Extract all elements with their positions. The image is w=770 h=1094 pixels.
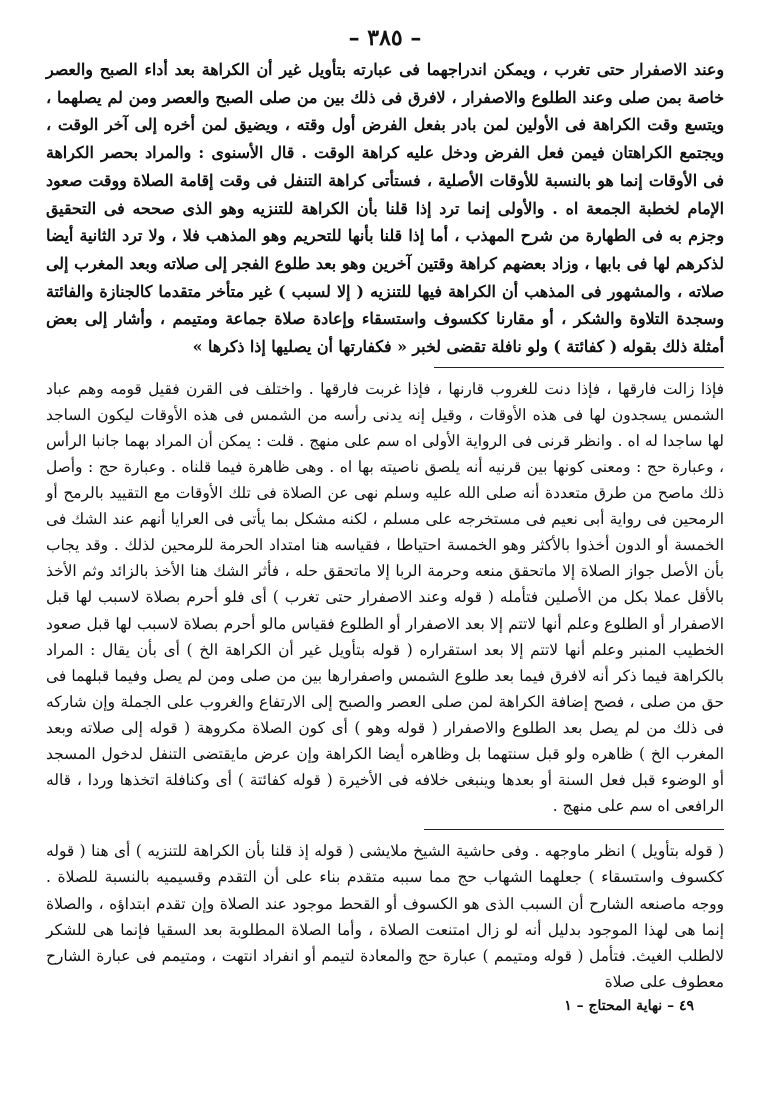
page-number: – ٣٨٥ – — [348, 25, 422, 51]
commentary-text: فإذا زالت فارقها ، فإذا دنت للغروب قارنها ، فإذا غربت فارقها . واختلف فى القرن فقيل قومه وهم عباد الشمس يسجدون لها فى هذه الأوقات ، وقيل إنه يدنى رأسه من الشمس فى هذه الأوقات ليكون الساجد لها ساجدا له اه . وانظر قرنى فى الرواية الأولى اه سم على منهج . قلت : يمكن أن المراد بهما جانبا الرأس ، وعبارة حج : ومعنى كونها بين قرنيه أنه يلصق ناصيته بها اه . وهى ظاهرة فيما قلناه . وعبارة حج : وأصل ذلك ماصح من طرق متعددة أنه صلى الله عليه وسلم نهى عن الصلاة فى تلك الأوقات مع التقييد بالرمح أو الرمحين فى رواية أبى نعيم فى مستخرجه على مسلم ، لكنه مشكل بما يأتى فى العرايا أنهم عند الشك فى الخمسة أو الدون أخذوا بالأكثر وهو الخمسة احتياطا ، فقياسه هنا امتداد الحرمة للرمحين لذلك . وقد يجاب بأن الأصل جواز الصلاة إلا ماتحقق منعه وحرمة الربا إلا ماتحقق حله ، فأثر الشك هنا الأخذ بالزائد وثم الأخذ بالأقل عملا بكل من الأصلين فتأمله ( قوله وعند الاصفرار حتى تغرب ) أى فلو أحرم بصلاة لاسبب لها قبل الاصفرار أو الطلوع وعلم أنها لاتتم إلا بعد الاصفرار أو الطلوع فقياس مالو أحرم بصلاة لاسبب لها قبل صعود الخطيب المنبر وعلم أنها لاتتم إلا بعد استقراره ( قوله بتأويل غير أن الكراهة الخ ) أى بأن يقال : المراد بالكراهة فيما ذكر أنه لافرق فيما بعد طلوع الشمس واصفرارها بين من صلى ومن لم يصل وفيما قبلهما فى حق من صلى ، فصح إضافة الكراهة لمن صلى العصر والصبح إلى الارتفاع والغروب على الجملة وإن شاركه فى ذلك من لم يصل بعد الطلوع والاصفرار ( قوله وهو ) أى كون الصلاة مكروهة ( قوله إلى صلاته وبعد المغرب الخ ) ظاهره ولو قبل سنتهما بل وظاهره أيضا الكراهة وإن عرض مايقتضى التنفل لدخول المسجد أو الوضوء قبل فعل السنة أو بعدها وينبغى خلافه فى الأخيرة ( قوله كفائتة ) أى وكنافلة اتخذها وردا ، قاله الرافعى اه سم على منهج . — [46, 379, 724, 816]
section-divider — [434, 367, 724, 368]
footnote-section — [46, 838, 724, 995]
printer-signature: ٤٩ – نهاية المحتاج – ١ — [564, 997, 694, 1014]
main-text: وعند الاصفرار حتى تغرب ، ويمكن اندراجهما فى عبارته بتأويل غير أن الكراهة بعد أداء الصبح والعصر خاصة بمن صلى وعند الطلوع والاصفرار ، لافرق فى ذلك بين من صلى الصبح والعصر ومن لم يصلهما ، ويتسع وقت الكراهة فى الأولين لمن بادر بفعل الفرض أول وقته ، ويضيق لمن أخره إلى آخر الوقت ، ويجتمع الكراهتان فيمن فعل الفرض ودخل عليه كراهة الوقت . قال الأسنوى : والمراد بحصر الكراهة فى الأوقات إنما هو بالنسبة للأوقات الأصلية ، فستأتى كراهة التنفل فى وقت إقامة الصلاة ووقت صعود الإمام لخطبة الجمعة اه . والأولى إنما ترد إذا قلنا بأن الكراهة للتنزيه وهو الذى صححه فى التحقيق وجزم به فى الطهارة من شرح المهذب ، أما إذا قلنا بأنها للتحريم وهو المذهب فلا ، ولا ترد الثانية أيضا لذكرهم لها فى بابها ، وزاد بعضهم كراهة وقتين آخرين وهو بعد طلوع الفجر إلى صلاته وبعد المغرب إلى صلاته ، والمشهور فى المذهب أن الكراهة فيها للتنزيه ( إلا لسبب ) غير متأخر متقدما كالجنازة والفائتة وسجدة التلاوة والشكر ، أو مقارنا ككسوف واستسقاء وإعادة صلاة جماعة ومتيمم ، وأشار إلى بعض أمثلة ذلك بقوله ( كفائتة ) ولو نافلة تقضى لخبر « فكفارتها أن يصليها إذا ذكرها » — [46, 60, 724, 357]
main-text-section — [46, 56, 724, 361]
commentary-section — [46, 376, 724, 820]
footnote-text: ( قوله بتأويل ) انظر ماوجهه . وفى حاشية الشيخ ملايشى ( قوله إذ قلنا بأن الكراهة للتنزيه ) أى هنا ( قوله ككسوف واستسقاء ) جعلهما الشهاب حج مما سببه متقدم بناء على أن التقدم وقسيميه بالنسبة للصلاة . ووجه ماصنعه الشارح أن السبب الذى هو الكسوف أو القحط موجود عند الصلاة وإن تقدم ابتداؤه ، والصلاة إنما هى لهذا الموجود بدليل أنه لو زال امتنعت الصلاة ، وأما الصلاة المطلوبة بعد السقيا فإنما هى للشكر لالطلب الغيث. فتأمل ( قوله ومتيمم ) عبارة حج والمعادة لتيمم أو انفراد انتهت ، ومتيمم فى عبارة الشارح معطوف على صلاة — [46, 842, 724, 991]
footnote-divider — [424, 829, 724, 830]
